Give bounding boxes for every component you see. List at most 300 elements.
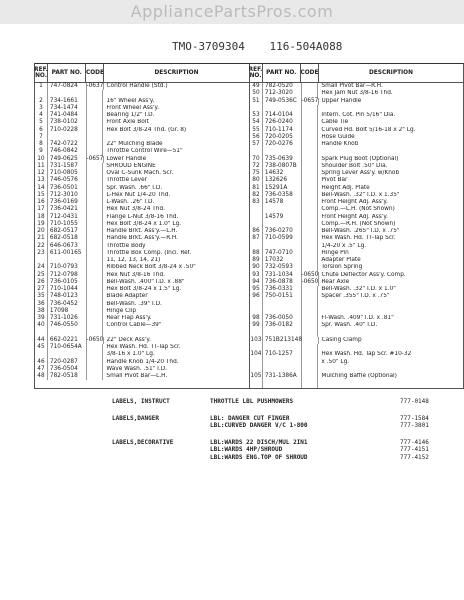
- part-number-cell: 738-0102: [48, 119, 87, 126]
- code-cell: [302, 105, 319, 112]
- ref-cell: 103: [250, 336, 262, 343]
- ref-cell: 39: [35, 315, 48, 322]
- ref-cell: 95: [250, 286, 263, 293]
- description-cell: Spark Plug Boot (Optional): [321, 155, 399, 162]
- table-row: [35, 235, 249, 242]
- label-description: LBL:CURVED DANGER V/C 1-800: [210, 422, 308, 429]
- ref-cell: 51: [250, 98, 263, 105]
- description-cell: Throttle Control Wire—51": [106, 148, 183, 155]
- code-cell: [87, 293, 104, 300]
- ref-cell: 13: [35, 177, 48, 184]
- table-row: [250, 148, 464, 155]
- ref-cell: 4: [35, 112, 48, 119]
- part-number-cell: [263, 380, 302, 387]
- code-cell: -0650: [86, 336, 104, 343]
- code-cell: [87, 105, 104, 112]
- table-row: [35, 243, 249, 250]
- description-cell: Bell-Wash. .400" I.D. x .88": [106, 278, 185, 285]
- table-row: [35, 105, 249, 112]
- table-row: [35, 250, 249, 257]
- part-number-cell: 17098: [48, 308, 87, 315]
- table-row: [250, 112, 464, 119]
- description-cell: [103, 90, 249, 97]
- description-cell: Hex Nut 3/8-16 Thd.: [106, 271, 165, 278]
- code-cell: [302, 322, 319, 329]
- description-cell: 22" Deck Ass'y.: [106, 336, 151, 343]
- ref-cell: [250, 301, 263, 308]
- ref-cell: 3: [35, 105, 48, 112]
- ref-cell: [250, 308, 263, 315]
- ref-cell: [250, 243, 263, 250]
- part-number-cell: [263, 148, 302, 155]
- part-number-cell: 734-1661: [48, 98, 87, 105]
- ref-cell: 55: [250, 127, 263, 134]
- code-cell: -0657: [86, 155, 104, 162]
- table-row: [35, 214, 249, 221]
- ref-cell: 89: [250, 257, 263, 264]
- ref-cell: 10: [35, 156, 48, 163]
- left-column: [35, 83, 250, 388]
- part-number-cell: [263, 359, 302, 366]
- code-cell: [302, 134, 319, 141]
- table-row: [35, 127, 249, 134]
- label-description: LBL:WARDS ENG.TOP OF SHROUD: [210, 453, 308, 461]
- part-number-cell: 782-0518: [48, 373, 87, 380]
- description-cell: Chute Deflector Ass'y. Comp.: [321, 271, 406, 278]
- table-row: [250, 185, 464, 192]
- code-cell: [302, 141, 319, 148]
- code-cell: [87, 148, 104, 155]
- part-number-cell: 734-1474: [48, 105, 87, 112]
- part-number-cell: 662-0221: [48, 337, 87, 344]
- part-number-cell: [263, 344, 302, 351]
- ref-cell: 15: [35, 192, 48, 199]
- part-number-cell: 731-1587: [48, 163, 87, 170]
- code-cell: [302, 192, 319, 199]
- ref-cell: 36: [35, 301, 48, 308]
- ref-cell: 105: [250, 373, 262, 379]
- description-cell: Comp.—R.H. (Not Shown): [321, 220, 396, 227]
- code-cell: [302, 330, 319, 337]
- table-row: [250, 373, 464, 380]
- ref-cell: 82: [250, 192, 263, 199]
- code-cell: [302, 221, 319, 228]
- part-number-cell: [263, 206, 302, 213]
- part-number-cell: 746-0576: [48, 177, 87, 184]
- table-row: [35, 170, 249, 177]
- label-type: LABELS,DECORATIVE: [112, 438, 174, 446]
- label-description: LBL:WARDS 4HP/SHROUD: [210, 446, 283, 453]
- part-number-cell: 682-0518: [48, 235, 87, 242]
- code-cell: [87, 163, 104, 170]
- description-cell: Fl-Wash. .409" I.D. x .81": [321, 315, 394, 321]
- code-cell: [87, 214, 104, 221]
- description-cell: Bell-Wash. .32" I.D. x 1.0": [321, 286, 396, 292]
- ref-cell: 47: [35, 366, 48, 373]
- table-row: [35, 221, 249, 228]
- code-cell: [87, 308, 104, 315]
- code-cell: [302, 351, 319, 358]
- code-cell: [87, 228, 104, 235]
- table-row: [250, 199, 464, 206]
- code-cell: [87, 315, 104, 322]
- code-cell: [87, 264, 104, 271]
- label-type: [112, 422, 210, 430]
- description-cell: Front Height Adj. Ass'y.: [321, 213, 388, 220]
- label-row: [112, 422, 452, 430]
- part-number-cell: 736-0421: [48, 206, 87, 213]
- ref-cell: 38: [35, 308, 48, 315]
- description-cell: Wave Wash. .51" I.D.: [106, 365, 168, 372]
- description-cell: Hex Bolt 3/8-24 x 1.5" Lg.: [106, 286, 182, 292]
- part-number-cell: 710-0654A: [48, 344, 87, 351]
- ref-cell: 44: [35, 337, 48, 344]
- description-cell: Pivot Bar: [321, 177, 348, 184]
- description-cell: Rear Axle: [321, 278, 350, 285]
- ref-cell: 8: [35, 141, 48, 148]
- code-cell: [87, 366, 104, 373]
- table-row: [250, 105, 464, 112]
- part-number-cell: [48, 330, 87, 337]
- part-number-cell: 731-1026: [48, 315, 87, 322]
- part-number-cell: 710-0805: [48, 170, 87, 177]
- description-cell: Bell-Wash. .32" I.D. x 1.35": [321, 191, 400, 198]
- part-number-cell: 782-0520: [263, 83, 302, 90]
- description-cell: [318, 308, 464, 315]
- description-cell: 3/8-16 x 1.0" Lg.: [106, 351, 155, 358]
- code-cell: [87, 243, 104, 250]
- code-cell: [87, 185, 104, 192]
- table-row: [35, 330, 249, 337]
- code-cell: [302, 90, 319, 97]
- header-part-2: PART NO.: [263, 64, 301, 82]
- ref-cell: 35: [35, 293, 48, 300]
- ref-cell: [250, 344, 263, 351]
- table-row: [35, 228, 249, 235]
- part-number-cell: 736-0270: [263, 228, 302, 235]
- description-cell: Hex Wash. Hd. Tap Scr. #10-32: [321, 351, 412, 358]
- part-number-cell: 710-0599: [263, 235, 302, 242]
- description-cell: Comp.—L.H. (Not Shown): [321, 206, 395, 213]
- part-number-cell: [263, 308, 302, 315]
- part-number-cell: 15291A: [263, 185, 302, 192]
- label-spacer: [112, 406, 452, 415]
- ref-cell: 24: [35, 264, 48, 271]
- table-row: [35, 98, 249, 105]
- part-number-cell: 732-0593: [263, 264, 302, 271]
- table-row: [250, 380, 464, 387]
- description-cell: Handle Brkt. Ass'y.—R.H.: [106, 235, 178, 242]
- ref-cell: 99: [250, 322, 263, 329]
- part-number-cell: [48, 351, 87, 358]
- part-number-cell: 731-1034: [263, 272, 302, 279]
- description-cell: Bell-Wash. .39" I.D.: [106, 300, 162, 307]
- ref-cell: 19: [35, 221, 48, 228]
- right-column: [250, 83, 464, 388]
- part-number-cell: 748-0123: [48, 293, 87, 300]
- header-part: PART NO.: [48, 64, 86, 82]
- part-number-cell: 720-0287: [48, 359, 87, 366]
- ref-cell: 26: [35, 279, 48, 286]
- ref-cell: [250, 105, 263, 112]
- ref-cell: 96: [250, 293, 263, 300]
- description-cell: Cable Tie: [321, 119, 349, 126]
- ref-cell: 12: [35, 170, 48, 177]
- ref-cell: 53: [250, 112, 263, 119]
- table-row: [35, 351, 249, 358]
- code-cell: [87, 351, 104, 358]
- table-row: [35, 148, 249, 155]
- ref-cell: [250, 380, 263, 387]
- table-row: [250, 293, 464, 300]
- table-row: [250, 119, 464, 126]
- label-description: THROTTLE LBL PUSHMOWERS: [210, 398, 294, 405]
- table-row: [35, 279, 249, 286]
- ref-cell: 23: [35, 250, 48, 257]
- table-row: [250, 264, 464, 271]
- description-cell: Hex Wash. Hd. TT-Tap Scr.: [321, 235, 396, 242]
- part-number-cell: 747-0710: [263, 250, 302, 257]
- part-number-cell: 736-0504: [48, 366, 87, 373]
- code-cell: [302, 366, 319, 373]
- ref-cell: [35, 351, 48, 358]
- label-row: [112, 454, 452, 462]
- ref-cell: [250, 330, 263, 337]
- description-cell: Height Adj. Plate: [321, 184, 370, 191]
- description-cell: Hex Nut 3/8-24 Thd.: [106, 206, 165, 213]
- code-cell: [87, 272, 104, 279]
- ref-cell: 87: [250, 235, 263, 242]
- description-cell: Curved Hd. Bolt 5/16-18 x 2" Lg.: [321, 126, 416, 133]
- code-cell: [302, 156, 319, 163]
- table-row: [250, 90, 464, 97]
- description-cell: Oval C-Sunk Mach. Scr.: [106, 170, 174, 176]
- part-number-cell: 14578: [263, 199, 302, 206]
- table-row: [250, 286, 464, 293]
- part-number-cell: 646-0673: [48, 243, 87, 250]
- description-cell: [318, 148, 464, 155]
- table-row: [250, 228, 464, 235]
- code-cell: [302, 228, 319, 235]
- code-cell: [302, 250, 319, 257]
- table-row: [250, 127, 464, 134]
- code-cell: [87, 112, 104, 119]
- label-part-number: 777-1584: [400, 414, 429, 422]
- table-row: [35, 83, 249, 90]
- code-cell: [87, 322, 104, 329]
- part-number-cell: 736-0358: [263, 192, 302, 199]
- table-row: [250, 192, 464, 199]
- part-number-cell: 17032: [263, 257, 302, 264]
- description-cell: [318, 380, 464, 387]
- ref-cell: [250, 366, 263, 373]
- table-row: [35, 185, 249, 192]
- part-number-cell: 720-0205: [263, 134, 302, 141]
- table-row: [250, 134, 464, 141]
- ref-cell: 46: [35, 359, 48, 366]
- description-cell: Spr. Wash. .40" I.D.: [321, 322, 378, 329]
- description-cell: Intern. Cot. Pin 5/16" Dia.: [321, 112, 396, 118]
- part-number-cell: 736-0169: [48, 199, 87, 206]
- code-cell: [302, 112, 319, 119]
- code-cell: [302, 257, 319, 264]
- table-row: [35, 192, 249, 199]
- label-description: LBL: DANGER CUT FINGER: [210, 414, 290, 422]
- ref-cell: 90: [250, 264, 263, 271]
- ref-cell: 98: [250, 315, 263, 322]
- description-cell: Bearing 1/2" I.D.: [106, 112, 155, 118]
- ref-cell: [250, 206, 263, 213]
- part-number-cell: 747-0824: [48, 83, 87, 90]
- code-cell: [87, 90, 104, 97]
- code-cell: [87, 373, 104, 380]
- code-cell: [302, 308, 319, 315]
- ref-cell: 5: [35, 119, 48, 126]
- part-number-cell: 710-0793: [48, 264, 87, 271]
- part-number-cell: 712-0798: [48, 272, 87, 279]
- description-cell: 22" Mulching Blade: [106, 141, 163, 147]
- code-cell: [87, 206, 104, 213]
- part-number-cell: [263, 105, 302, 112]
- ref-cell: 93: [250, 272, 263, 279]
- description-cell: Throttle Box Comp. (Incl. Ref.: [106, 249, 192, 256]
- ref-cell: 1: [35, 83, 48, 90]
- part-number-cell: 14579: [263, 214, 302, 221]
- description-cell: 11, 12, 13, 14, 21): [106, 257, 161, 263]
- code-cell: -0637: [86, 83, 104, 89]
- description-cell: x .50" Lg.: [321, 358, 350, 365]
- code-cell: [87, 330, 104, 337]
- description-cell: Hex Jam Nut 3/8-16 Thd.: [321, 90, 393, 97]
- ref-cell: 11: [35, 163, 48, 170]
- ref-cell: 17: [35, 206, 48, 213]
- table-row: [250, 257, 464, 264]
- header-desc: DESCRIPTION: [104, 64, 249, 82]
- table-row: [250, 344, 464, 351]
- code-cell: [87, 221, 104, 228]
- part-number-cell: [48, 134, 87, 141]
- part-number-cell: 726-0240: [263, 119, 302, 126]
- label-part-number: 777-0148: [400, 398, 429, 405]
- table-row: [250, 83, 464, 90]
- part-number-cell: [263, 243, 302, 250]
- ref-cell: [35, 330, 48, 337]
- part-number-cell: 682-0517: [48, 228, 87, 235]
- description-cell: 1/4-20 x .5" Lg.: [321, 242, 367, 249]
- table-row: [250, 315, 464, 322]
- code-cell: [302, 206, 319, 213]
- table-row: [250, 366, 464, 373]
- code-cell: [302, 148, 319, 155]
- site-banner: AppliancePartsPros.com: [0, 0, 464, 24]
- code-cell: [302, 235, 319, 242]
- table-row: [250, 330, 464, 337]
- part-number-cell: 735-0639: [263, 156, 302, 163]
- part-number-cell: 749-0625: [48, 156, 87, 163]
- description-cell: L-Wash. .26" I.D.: [106, 199, 155, 205]
- ref-cell: 88: [250, 250, 263, 257]
- label-type: [112, 446, 210, 454]
- ref-cell: 14: [35, 185, 48, 192]
- table-row: [250, 221, 464, 228]
- ref-cell: [250, 214, 263, 221]
- part-number-cell: 132626: [263, 177, 302, 184]
- table-row: [35, 315, 249, 322]
- label-row: [112, 398, 452, 406]
- table-row: [250, 243, 464, 250]
- table-row: [35, 141, 249, 148]
- table-row: [250, 301, 464, 308]
- code-cell: [302, 337, 319, 344]
- ref-cell: 57: [250, 141, 263, 148]
- table-row: [35, 90, 249, 97]
- ref-cell: 83: [250, 199, 263, 206]
- header-code: CODE: [86, 64, 104, 82]
- part-number-cell: 714-0104: [263, 112, 302, 119]
- table-row: [250, 359, 464, 366]
- ref-cell: 70: [250, 156, 263, 163]
- header-ref-2: REF. NO.: [250, 64, 263, 82]
- table-row: [250, 141, 464, 148]
- label-row: [112, 415, 452, 423]
- code-cell: [302, 177, 319, 184]
- part-number-cell: 751B213148: [264, 336, 303, 343]
- code-cell: [87, 279, 104, 286]
- code-cell: [87, 177, 104, 184]
- table-row: [35, 359, 249, 366]
- description-cell: [103, 330, 249, 337]
- description-cell: [318, 344, 464, 351]
- table-row: [250, 250, 464, 257]
- part-number-cell: 738-0807B: [263, 163, 302, 170]
- code-cell: [302, 344, 319, 351]
- code-cell: [87, 344, 104, 351]
- code-cell: [87, 359, 104, 366]
- description-cell: Casing Clamp: [321, 336, 362, 343]
- part-number-cell: 710-1174: [263, 127, 302, 134]
- part-number-cell: 736-0452: [48, 301, 87, 308]
- table-row: [35, 322, 249, 329]
- table-row: [35, 272, 249, 279]
- description-cell: [318, 301, 464, 308]
- ref-cell: 80: [250, 177, 263, 184]
- code-cell: [302, 170, 319, 177]
- table-row: [250, 308, 464, 315]
- table-row: [35, 366, 249, 373]
- description-cell: Small Pivot Bar—L.H.: [106, 373, 168, 379]
- code-cell: [87, 199, 104, 206]
- description-cell: Shoulder Bolt .50" Dia.: [321, 162, 388, 169]
- ref-cell: 104: [250, 351, 262, 358]
- table-row: [35, 337, 249, 344]
- ref-cell: 81: [250, 185, 263, 192]
- part-number-cell: 741-0484: [48, 112, 87, 119]
- part-number-cell: 746-0842: [48, 148, 87, 155]
- ref-cell: 54: [250, 119, 263, 126]
- description-cell: SHROUD ENGINE: [106, 162, 156, 169]
- code-cell: [302, 243, 319, 250]
- code-cell: [302, 373, 319, 380]
- table-row: [35, 119, 249, 126]
- part-number-cell: 14632: [263, 170, 302, 177]
- description-cell: Small Pivot Bar—R.H.: [321, 83, 383, 89]
- part-number-cell: 710-1044: [48, 286, 87, 293]
- parts-table: [34, 63, 464, 389]
- table-row: [35, 301, 249, 308]
- table-row: [35, 308, 249, 315]
- code-cell: [302, 119, 319, 126]
- label-part-number: 777-4146: [400, 438, 429, 446]
